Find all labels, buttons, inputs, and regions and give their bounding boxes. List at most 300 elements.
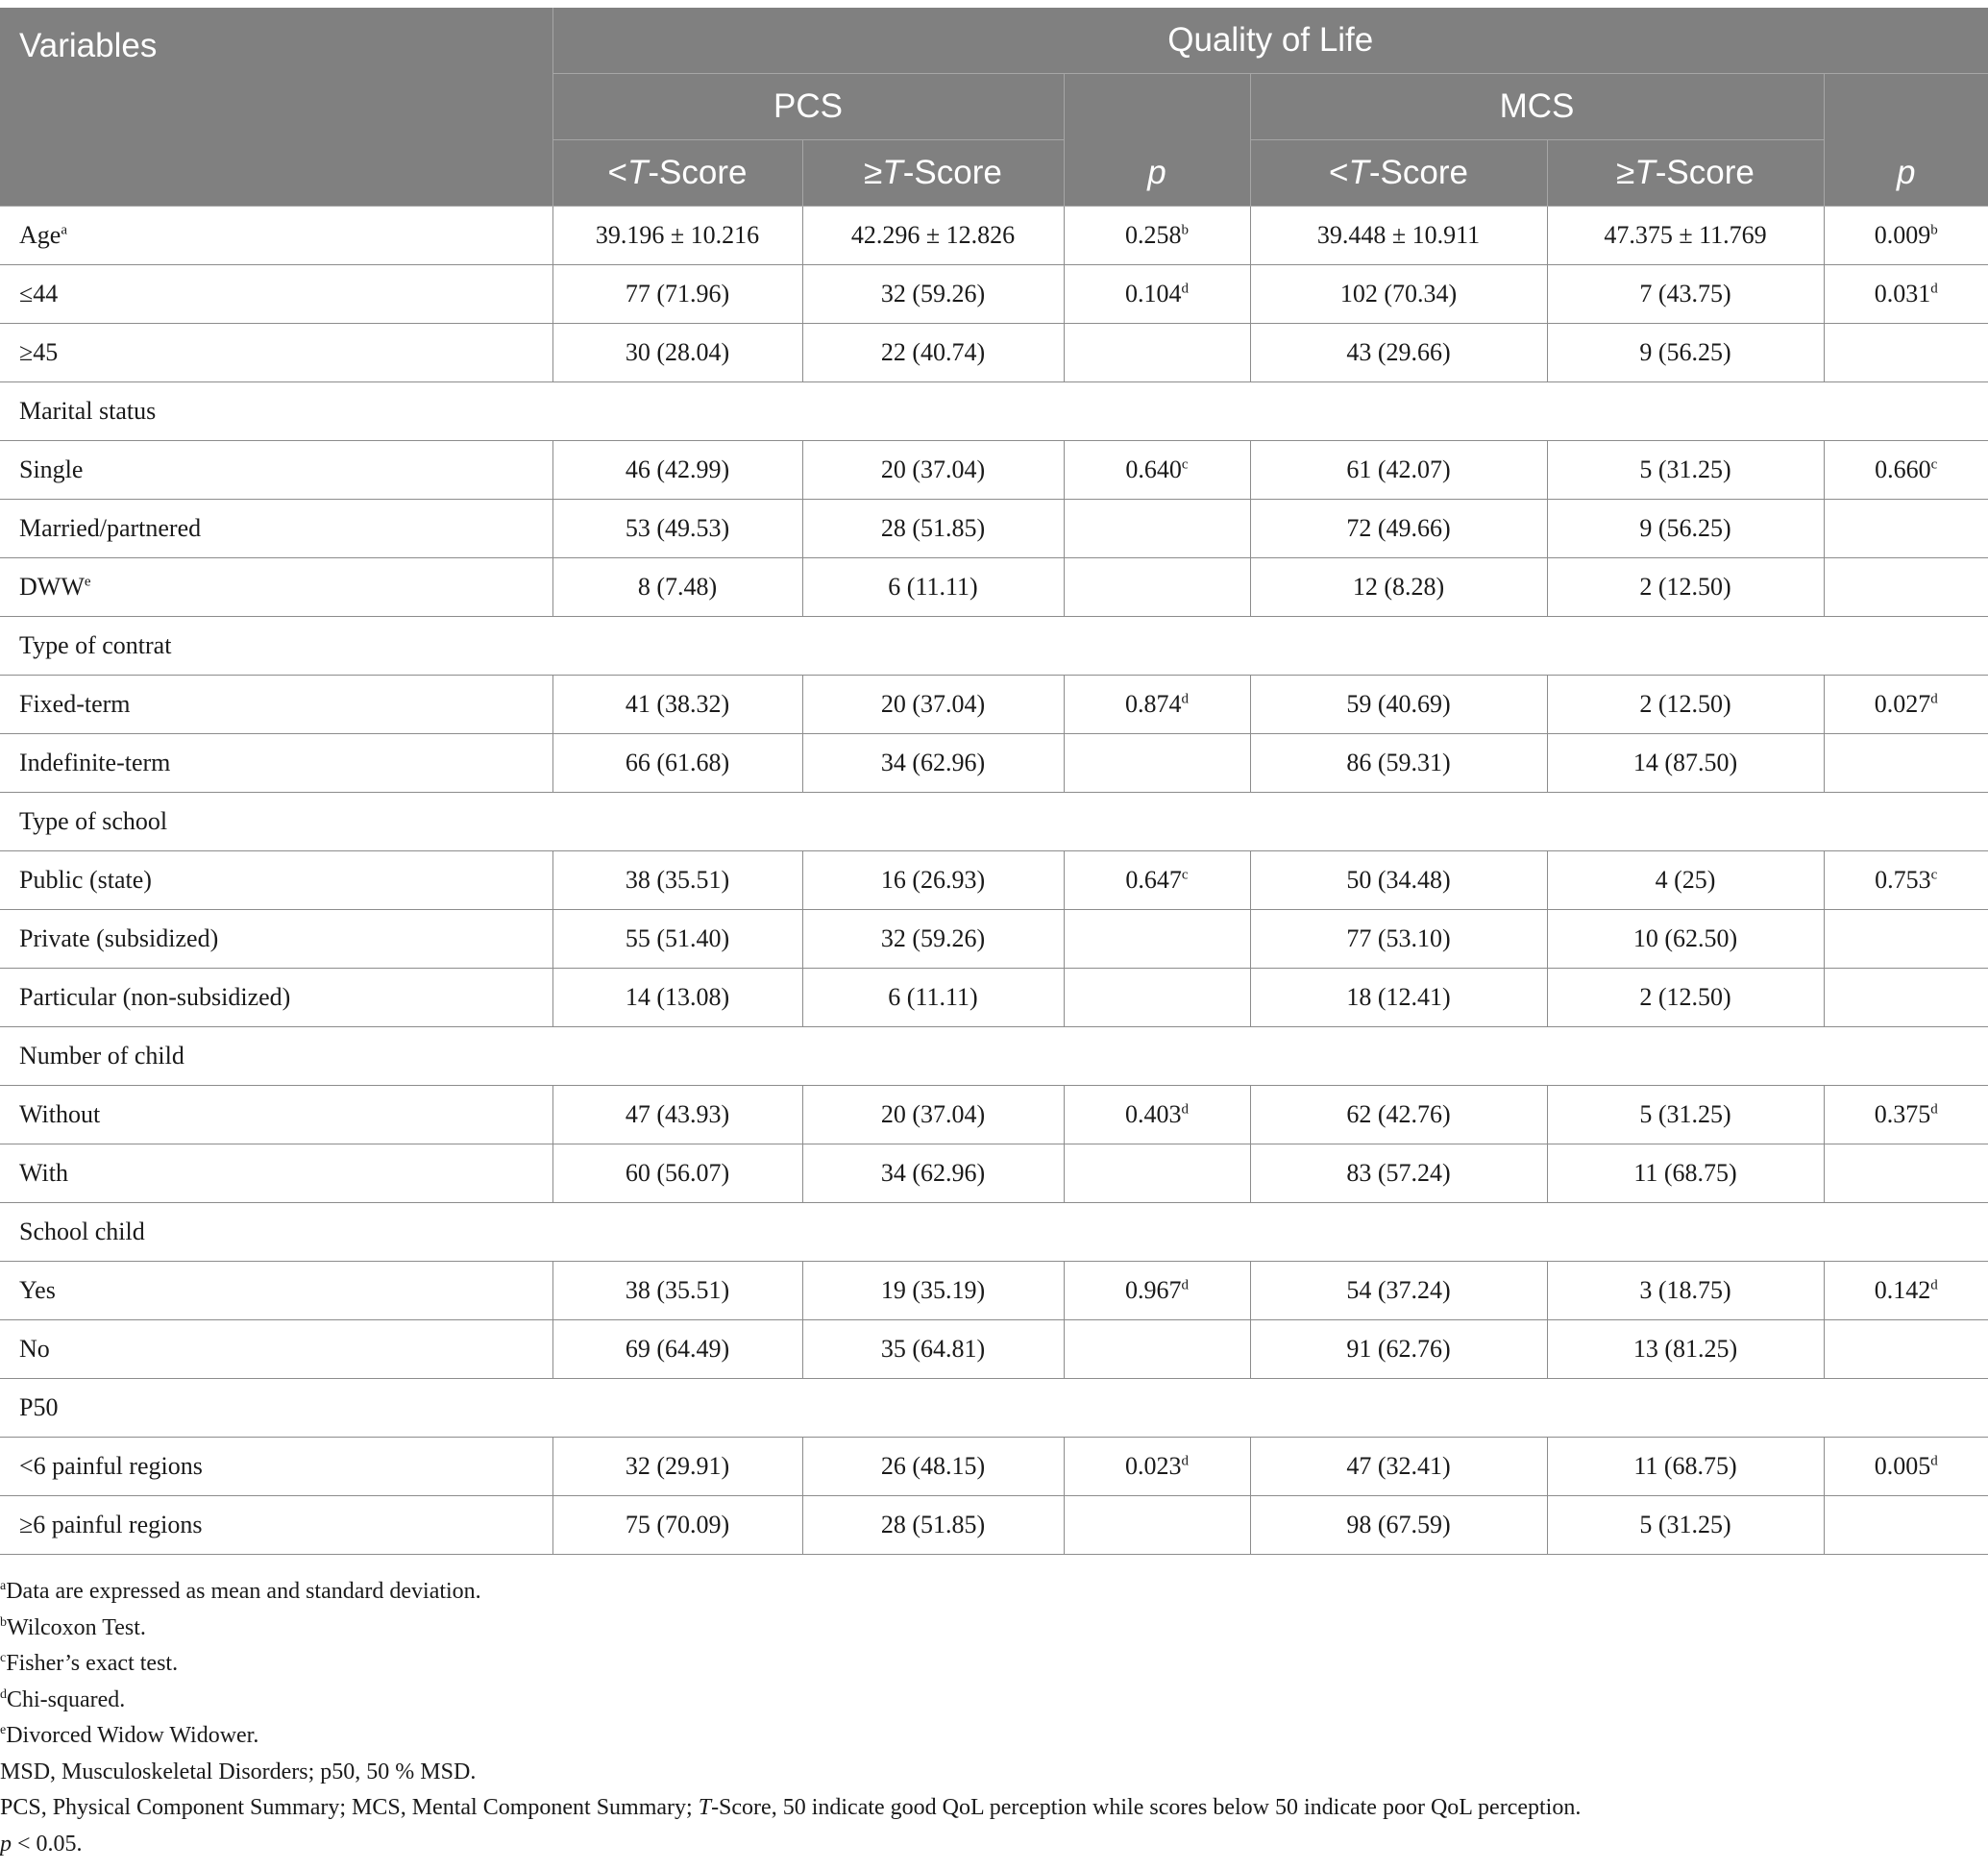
footnote-marker: a (0, 1579, 7, 1593)
cell-pcs-p (1064, 910, 1250, 969)
cell-value: 28 (51.85) (880, 514, 986, 542)
cell-mcs-ge (1547, 910, 1824, 969)
cell-pcs-lt (552, 324, 802, 382)
cell-pcs-ge (802, 1438, 1064, 1496)
p-value-footnote-marker: c (1930, 456, 1938, 473)
cell-mcs-lt (1250, 558, 1547, 617)
t-letter: T (882, 154, 903, 191)
footnote-text: PCS, Physical Component Summary; MCS, Mental Component Summary; (0, 1795, 699, 1820)
cell-mcs-ge (1547, 324, 1824, 382)
p-value-footnote-marker: d (1930, 1453, 1938, 1469)
cell-mcs-lt (1250, 500, 1547, 558)
cell-pcs-p (1064, 851, 1250, 910)
p-value-footnote-marker: d (1930, 1277, 1938, 1293)
cell-value: 10 (62.50) (1632, 924, 1738, 952)
footnote-e (0, 1718, 1979, 1755)
p-value-footnote-marker: d (1181, 281, 1189, 297)
row-label (0, 734, 552, 793)
footnote-text: Fisher’s exact test. (6, 1651, 179, 1676)
cell-pcs-lt (552, 1262, 802, 1320)
section-label: School child (0, 1203, 1988, 1262)
footnote-text: Wilcoxon Test. (7, 1614, 146, 1640)
cell-mcs-p (1824, 558, 1988, 617)
cell-value: 2 (12.50) (1639, 983, 1731, 1011)
cell-value: 30 (28.04) (625, 338, 730, 366)
cell-value: 42.296 ± 12.826 (850, 221, 1016, 249)
cell-mcs-p (1824, 1086, 1988, 1144)
row-label-text: Age (19, 221, 61, 249)
pcs-header: PCS (552, 74, 1064, 140)
cell-pcs-lt (552, 910, 802, 969)
table-row (0, 500, 1988, 558)
cell-value: 14 (13.08) (625, 983, 730, 1011)
cell-mcs-lt (1250, 1086, 1547, 1144)
cell-value: 39.196 ± 10.216 (595, 221, 760, 249)
cell-mcs-lt (1250, 1496, 1547, 1555)
row-label (0, 1144, 552, 1203)
mcs-header: MCS (1250, 74, 1824, 140)
cell-mcs-p (1824, 1438, 1988, 1496)
cell-mcs-ge (1547, 851, 1824, 910)
cell-value: 34 (62.96) (880, 1159, 986, 1187)
pcs-spacer-header (1064, 74, 1250, 140)
cell-pcs-ge (802, 969, 1064, 1027)
cell-mcs-lt (1250, 851, 1547, 910)
cell-pcs-lt (552, 851, 802, 910)
cell-pcs-ge (802, 207, 1064, 265)
lt-symbol: < (607, 154, 627, 191)
cell-pcs-lt (552, 265, 802, 324)
cell-value: 28 (51.85) (880, 1511, 986, 1538)
cell-mcs-p (1824, 851, 1988, 910)
cell-pcs-p (1064, 1320, 1250, 1379)
cell-value: 61 (42.07) (1346, 455, 1451, 483)
cell-mcs-ge (1547, 1144, 1824, 1203)
cell-value: 62 (42.76) (1346, 1100, 1451, 1128)
p-value-footnote-marker: d (1181, 1277, 1189, 1293)
pcs-lt-tscore-header (552, 140, 802, 207)
ge-symbol: ≥ (1616, 154, 1635, 191)
row-label (0, 676, 552, 734)
cell-value: 66 (61.68) (625, 749, 730, 776)
cell-mcs-lt (1250, 734, 1547, 793)
p-value-footnote-marker: d (1930, 691, 1938, 707)
cell-value: 22 (40.74) (880, 338, 986, 366)
p-value-footnote-marker: b (1181, 222, 1189, 238)
cell-value: 9 (56.25) (1639, 514, 1731, 542)
cell-mcs-lt (1250, 1262, 1547, 1320)
cell-value: 0.258 (1125, 221, 1182, 249)
cell-mcs-p (1824, 324, 1988, 382)
cell-pcs-lt (552, 441, 802, 500)
footnote-marker: c (0, 1651, 7, 1665)
cell-pcs-ge (802, 441, 1064, 500)
p-value-footnote-marker: b (1930, 222, 1938, 238)
variables-header: Variables (0, 8, 552, 207)
footnote-text: Data are expressed as mean and standard deviation. (6, 1579, 481, 1604)
table-row (0, 1144, 1988, 1203)
cell-value: 12 (8.28) (1352, 573, 1445, 601)
cell-pcs-lt (552, 1086, 802, 1144)
row-label (0, 1262, 552, 1320)
footnote-abbreviations (0, 1790, 1979, 1827)
row-label (0, 910, 552, 969)
cell-pcs-lt (552, 207, 802, 265)
t-letter: T (1634, 154, 1656, 191)
cell-value: 11 (68.75) (1633, 1452, 1737, 1480)
cell-pcs-ge (802, 1496, 1064, 1555)
cell-pcs-p (1064, 265, 1250, 324)
cell-pcs-p (1064, 1086, 1250, 1144)
p-value-footnote-marker: c (1181, 867, 1189, 883)
cell-value: 5 (31.25) (1639, 1511, 1731, 1538)
cell-mcs-lt (1250, 676, 1547, 734)
cell-value: 8 (7.48) (637, 573, 718, 601)
cell-value: 91 (62.76) (1346, 1335, 1451, 1363)
cell-pcs-lt (552, 734, 802, 793)
cell-value: 6 (11.11) (888, 573, 978, 601)
cell-value: 0.647 (1125, 866, 1182, 894)
footnotes (0, 1574, 1979, 1862)
cell-pcs-p (1064, 558, 1250, 617)
footnote-marker: b (0, 1614, 7, 1630)
row-label-text: Particular (non-subsidized) (19, 983, 291, 1011)
table-row (0, 851, 1988, 910)
cell-pcs-ge (802, 910, 1064, 969)
cell-value: 18 (12.41) (1346, 983, 1451, 1011)
cell-value: 69 (64.49) (625, 1335, 730, 1363)
cell-mcs-lt (1250, 910, 1547, 969)
cell-mcs-ge (1547, 207, 1824, 265)
cell-value: 77 (71.96) (625, 280, 730, 308)
cell-value: 43 (29.66) (1346, 338, 1451, 366)
row-label (0, 265, 552, 324)
cell-value: 20 (37.04) (880, 690, 986, 718)
cell-mcs-lt (1250, 969, 1547, 1027)
quality-of-life-table (0, 8, 1988, 1555)
table-row (0, 969, 1988, 1027)
table-row (0, 207, 1988, 265)
cell-value: 0.142 (1874, 1276, 1931, 1304)
cell-pcs-p (1064, 207, 1250, 265)
cell-value: 38 (35.51) (625, 866, 730, 894)
cell-value: 0.874 (1125, 690, 1182, 718)
footnote-c (0, 1646, 1979, 1683)
cell-pcs-p (1064, 676, 1250, 734)
cell-value: 35 (64.81) (880, 1335, 986, 1363)
section-row (0, 1203, 1988, 1262)
row-label (0, 1438, 552, 1496)
table-row (0, 1086, 1988, 1144)
cell-value: 77 (53.10) (1346, 924, 1451, 952)
t-letter: T (1348, 154, 1369, 191)
p-value-footnote-marker: c (1930, 867, 1938, 883)
cell-mcs-ge (1547, 734, 1824, 793)
cell-value: 13 (81.25) (1632, 1335, 1738, 1363)
cell-value: 72 (49.66) (1346, 514, 1451, 542)
header-row-1 (0, 8, 1988, 74)
ge-symbol: ≥ (864, 154, 883, 191)
cell-value: 6 (11.11) (888, 983, 978, 1011)
cell-pcs-p (1064, 441, 1250, 500)
cell-pcs-p (1064, 1438, 1250, 1496)
cell-value: 47 (43.93) (625, 1100, 730, 1128)
section-label: Type of school (0, 793, 1988, 851)
cell-value: 2 (12.50) (1639, 690, 1731, 718)
cell-value: 11 (68.75) (1633, 1159, 1737, 1187)
table-body (0, 207, 1988, 1555)
row-label-text: Private (subsidized) (19, 924, 219, 952)
score-text: -Score (648, 154, 748, 191)
t-letter: T (626, 154, 649, 191)
cell-mcs-p (1824, 734, 1988, 793)
mcs-spacer-header (1824, 74, 1988, 140)
cell-pcs-ge (802, 324, 1064, 382)
row-label-text: Without (19, 1100, 101, 1128)
section-row (0, 793, 1988, 851)
cell-value: 9 (56.25) (1639, 338, 1731, 366)
footnote-p-letter: p (0, 1831, 12, 1857)
row-label-text: Indefinite-term (19, 749, 171, 776)
cell-value: 20 (37.04) (880, 1100, 986, 1128)
footnote-text: -Score, 50 indicate good QoL perception while scores below 50 indicate poor QoL perception. (711, 1795, 1582, 1820)
row-label-text: Public (state) (19, 866, 152, 894)
cell-value: 5 (31.25) (1639, 455, 1731, 483)
footnote-text: Divorced Widow Widower. (6, 1723, 259, 1748)
cell-pcs-p (1064, 734, 1250, 793)
row-label (0, 851, 552, 910)
footnote-b (0, 1611, 1979, 1647)
cell-pcs-lt (552, 1438, 802, 1496)
cell-mcs-p (1824, 910, 1988, 969)
cell-value: 0.009 (1874, 221, 1931, 249)
table-container (0, 8, 1988, 1555)
cell-value: 0.027 (1874, 690, 1931, 718)
cell-value: 2 (12.50) (1639, 573, 1731, 601)
cell-value: 19 (35.19) (880, 1276, 986, 1304)
cell-mcs-lt (1250, 207, 1547, 265)
p-value-footnote-marker: d (1181, 1101, 1189, 1118)
score-text: -Score (1655, 154, 1755, 191)
row-label-text: Single (19, 455, 84, 483)
p-value-footnote-marker: d (1181, 691, 1189, 707)
quality-of-life-header: Quality of Life (552, 8, 1988, 74)
cell-value: 0.967 (1125, 1276, 1182, 1304)
table-row (0, 324, 1988, 382)
cell-mcs-lt (1250, 1144, 1547, 1203)
cell-mcs-p (1824, 500, 1988, 558)
cell-value: 20 (37.04) (880, 455, 986, 483)
section-row (0, 617, 1988, 676)
row-label-text: ≥45 (19, 338, 59, 366)
cell-value: 0.005 (1874, 1452, 1931, 1480)
cell-mcs-p (1824, 969, 1988, 1027)
cell-value: 0.660 (1875, 455, 1931, 483)
footnote-text: Chi-squared. (7, 1686, 126, 1712)
cell-mcs-lt (1250, 1320, 1547, 1379)
cell-value: 0.023 (1125, 1452, 1182, 1480)
cell-value: 0.753 (1875, 866, 1931, 894)
cell-mcs-p (1824, 441, 1988, 500)
cell-mcs-ge (1547, 676, 1824, 734)
cell-value: 26 (48.15) (880, 1452, 986, 1480)
cell-value: 102 (70.34) (1339, 280, 1458, 308)
cell-pcs-lt (552, 969, 802, 1027)
score-text: -Score (1368, 154, 1468, 191)
cell-pcs-ge (802, 1262, 1064, 1320)
cell-pcs-p (1064, 969, 1250, 1027)
cell-pcs-lt (552, 1144, 802, 1203)
row-label (0, 1496, 552, 1555)
cell-mcs-ge (1547, 558, 1824, 617)
cell-mcs-p (1824, 1262, 1988, 1320)
cell-value: 60 (56.07) (625, 1159, 730, 1187)
table-row (0, 910, 1988, 969)
cell-pcs-p (1064, 500, 1250, 558)
cell-pcs-p (1064, 1496, 1250, 1555)
cell-value: 98 (67.59) (1346, 1511, 1451, 1538)
cell-value: 83 (57.24) (1346, 1159, 1451, 1187)
cell-value: 47 (32.41) (1346, 1452, 1451, 1480)
footnote-significance (0, 1827, 1979, 1863)
cell-mcs-ge (1547, 265, 1824, 324)
p-value-footnote-marker: d (1181, 1453, 1189, 1469)
section-label: Number of child (0, 1027, 1988, 1086)
p-value-footnote-marker: d (1930, 1101, 1938, 1118)
cell-value: 54 (37.24) (1346, 1276, 1451, 1304)
footnote-marker: e (0, 1723, 7, 1737)
cell-mcs-ge (1547, 1320, 1824, 1379)
cell-value: 59 (40.69) (1346, 690, 1451, 718)
cell-mcs-lt (1250, 441, 1547, 500)
row-label-footnote-marker: a (61, 222, 67, 238)
cell-mcs-lt (1250, 265, 1547, 324)
pcs-p-header: p (1064, 140, 1250, 207)
cell-pcs-lt (552, 676, 802, 734)
row-label-text: Yes (19, 1276, 56, 1304)
row-label (0, 324, 552, 382)
row-label (0, 969, 552, 1027)
cell-value: 14 (87.50) (1632, 749, 1738, 776)
cell-mcs-lt (1250, 1438, 1547, 1496)
cell-value: 86 (59.31) (1346, 749, 1451, 776)
section-row (0, 382, 1988, 441)
cell-mcs-p (1824, 1496, 1988, 1555)
cell-value: 38 (35.51) (625, 1276, 730, 1304)
cell-mcs-p (1824, 1320, 1988, 1379)
cell-pcs-ge (802, 851, 1064, 910)
cell-mcs-ge (1547, 1086, 1824, 1144)
cell-pcs-ge (802, 500, 1064, 558)
cell-value: 47.375 ± 11.769 (1604, 221, 1767, 249)
section-label: Marital status (0, 382, 1988, 441)
row-label-text: With (19, 1159, 68, 1187)
row-label (0, 500, 552, 558)
row-label-text: ≥6 painful regions (19, 1511, 203, 1538)
table-row (0, 734, 1988, 793)
section-row (0, 1379, 1988, 1438)
table-row (0, 1496, 1988, 1555)
cell-mcs-p (1824, 265, 1988, 324)
cell-pcs-p (1064, 324, 1250, 382)
section-label: Type of contrat (0, 617, 1988, 676)
cell-value: 34 (62.96) (880, 749, 986, 776)
cell-value: 55 (51.40) (625, 924, 730, 952)
footnote-d (0, 1683, 1979, 1719)
row-label-text: Fixed-term (19, 690, 131, 718)
p-value-footnote-marker: c (1181, 456, 1189, 473)
cell-value: 0.031 (1874, 280, 1931, 308)
table-row (0, 265, 1988, 324)
table-row (0, 441, 1988, 500)
mcs-lt-tscore-header (1250, 140, 1547, 207)
cell-pcs-ge (802, 1086, 1064, 1144)
row-label (0, 207, 552, 265)
cell-pcs-ge (802, 1144, 1064, 1203)
section-row (0, 1027, 1988, 1086)
cell-value: 16 (26.93) (880, 866, 986, 894)
row-label (0, 1086, 552, 1144)
footnote-text: < 0.05. (12, 1831, 83, 1857)
cell-mcs-ge (1547, 1496, 1824, 1555)
row-label (0, 1320, 552, 1379)
row-label-footnote-marker: e (84, 574, 91, 590)
cell-value: 4 (25) (1655, 866, 1716, 894)
cell-mcs-p (1824, 676, 1988, 734)
table-row (0, 1262, 1988, 1320)
row-label-text: DWW (19, 573, 85, 601)
cell-pcs-p (1064, 1262, 1250, 1320)
cell-value: 41 (38.32) (625, 690, 730, 718)
cell-value: 32 (29.91) (625, 1452, 730, 1480)
cell-pcs-ge (802, 265, 1064, 324)
cell-pcs-p (1064, 1144, 1250, 1203)
cell-mcs-ge (1547, 441, 1824, 500)
lt-symbol: < (1329, 154, 1349, 191)
row-label-text: No (19, 1335, 50, 1363)
table-row (0, 676, 1988, 734)
section-label: P50 (0, 1379, 1988, 1438)
pcs-ge-tscore-header (802, 140, 1064, 207)
cell-pcs-ge (802, 558, 1064, 617)
cell-value: 0.375 (1874, 1100, 1931, 1128)
table-row (0, 558, 1988, 617)
cell-mcs-p (1824, 207, 1988, 265)
cell-value: 7 (43.75) (1639, 280, 1731, 308)
cell-pcs-lt (552, 558, 802, 617)
cell-mcs-ge (1547, 1438, 1824, 1496)
footnote-msd: MSD, Musculoskeletal Disorders; p50, 50 % MSD. (0, 1759, 477, 1784)
cell-value: 39.448 ± 10.911 (1316, 221, 1481, 249)
row-label-text: ≤44 (19, 280, 59, 308)
cell-value: 0.640 (1125, 455, 1182, 483)
cell-value: 75 (70.09) (625, 1511, 730, 1538)
cell-value: 5 (31.25) (1639, 1100, 1731, 1128)
cell-value: 0.403 (1125, 1100, 1182, 1128)
cell-value: 0.104 (1125, 280, 1182, 308)
cell-value: 32 (59.26) (880, 924, 986, 952)
cell-mcs-ge (1547, 500, 1824, 558)
row-label-text: <6 painful regions (19, 1452, 203, 1480)
row-label-text: Married/partnered (19, 514, 202, 542)
cell-pcs-lt (552, 1496, 802, 1555)
row-label (0, 441, 552, 500)
cell-value: 3 (18.75) (1639, 1276, 1731, 1304)
cell-pcs-ge (802, 734, 1064, 793)
mcs-p-header: p (1824, 140, 1988, 207)
cell-pcs-ge (802, 676, 1064, 734)
cell-pcs-ge (802, 1320, 1064, 1379)
